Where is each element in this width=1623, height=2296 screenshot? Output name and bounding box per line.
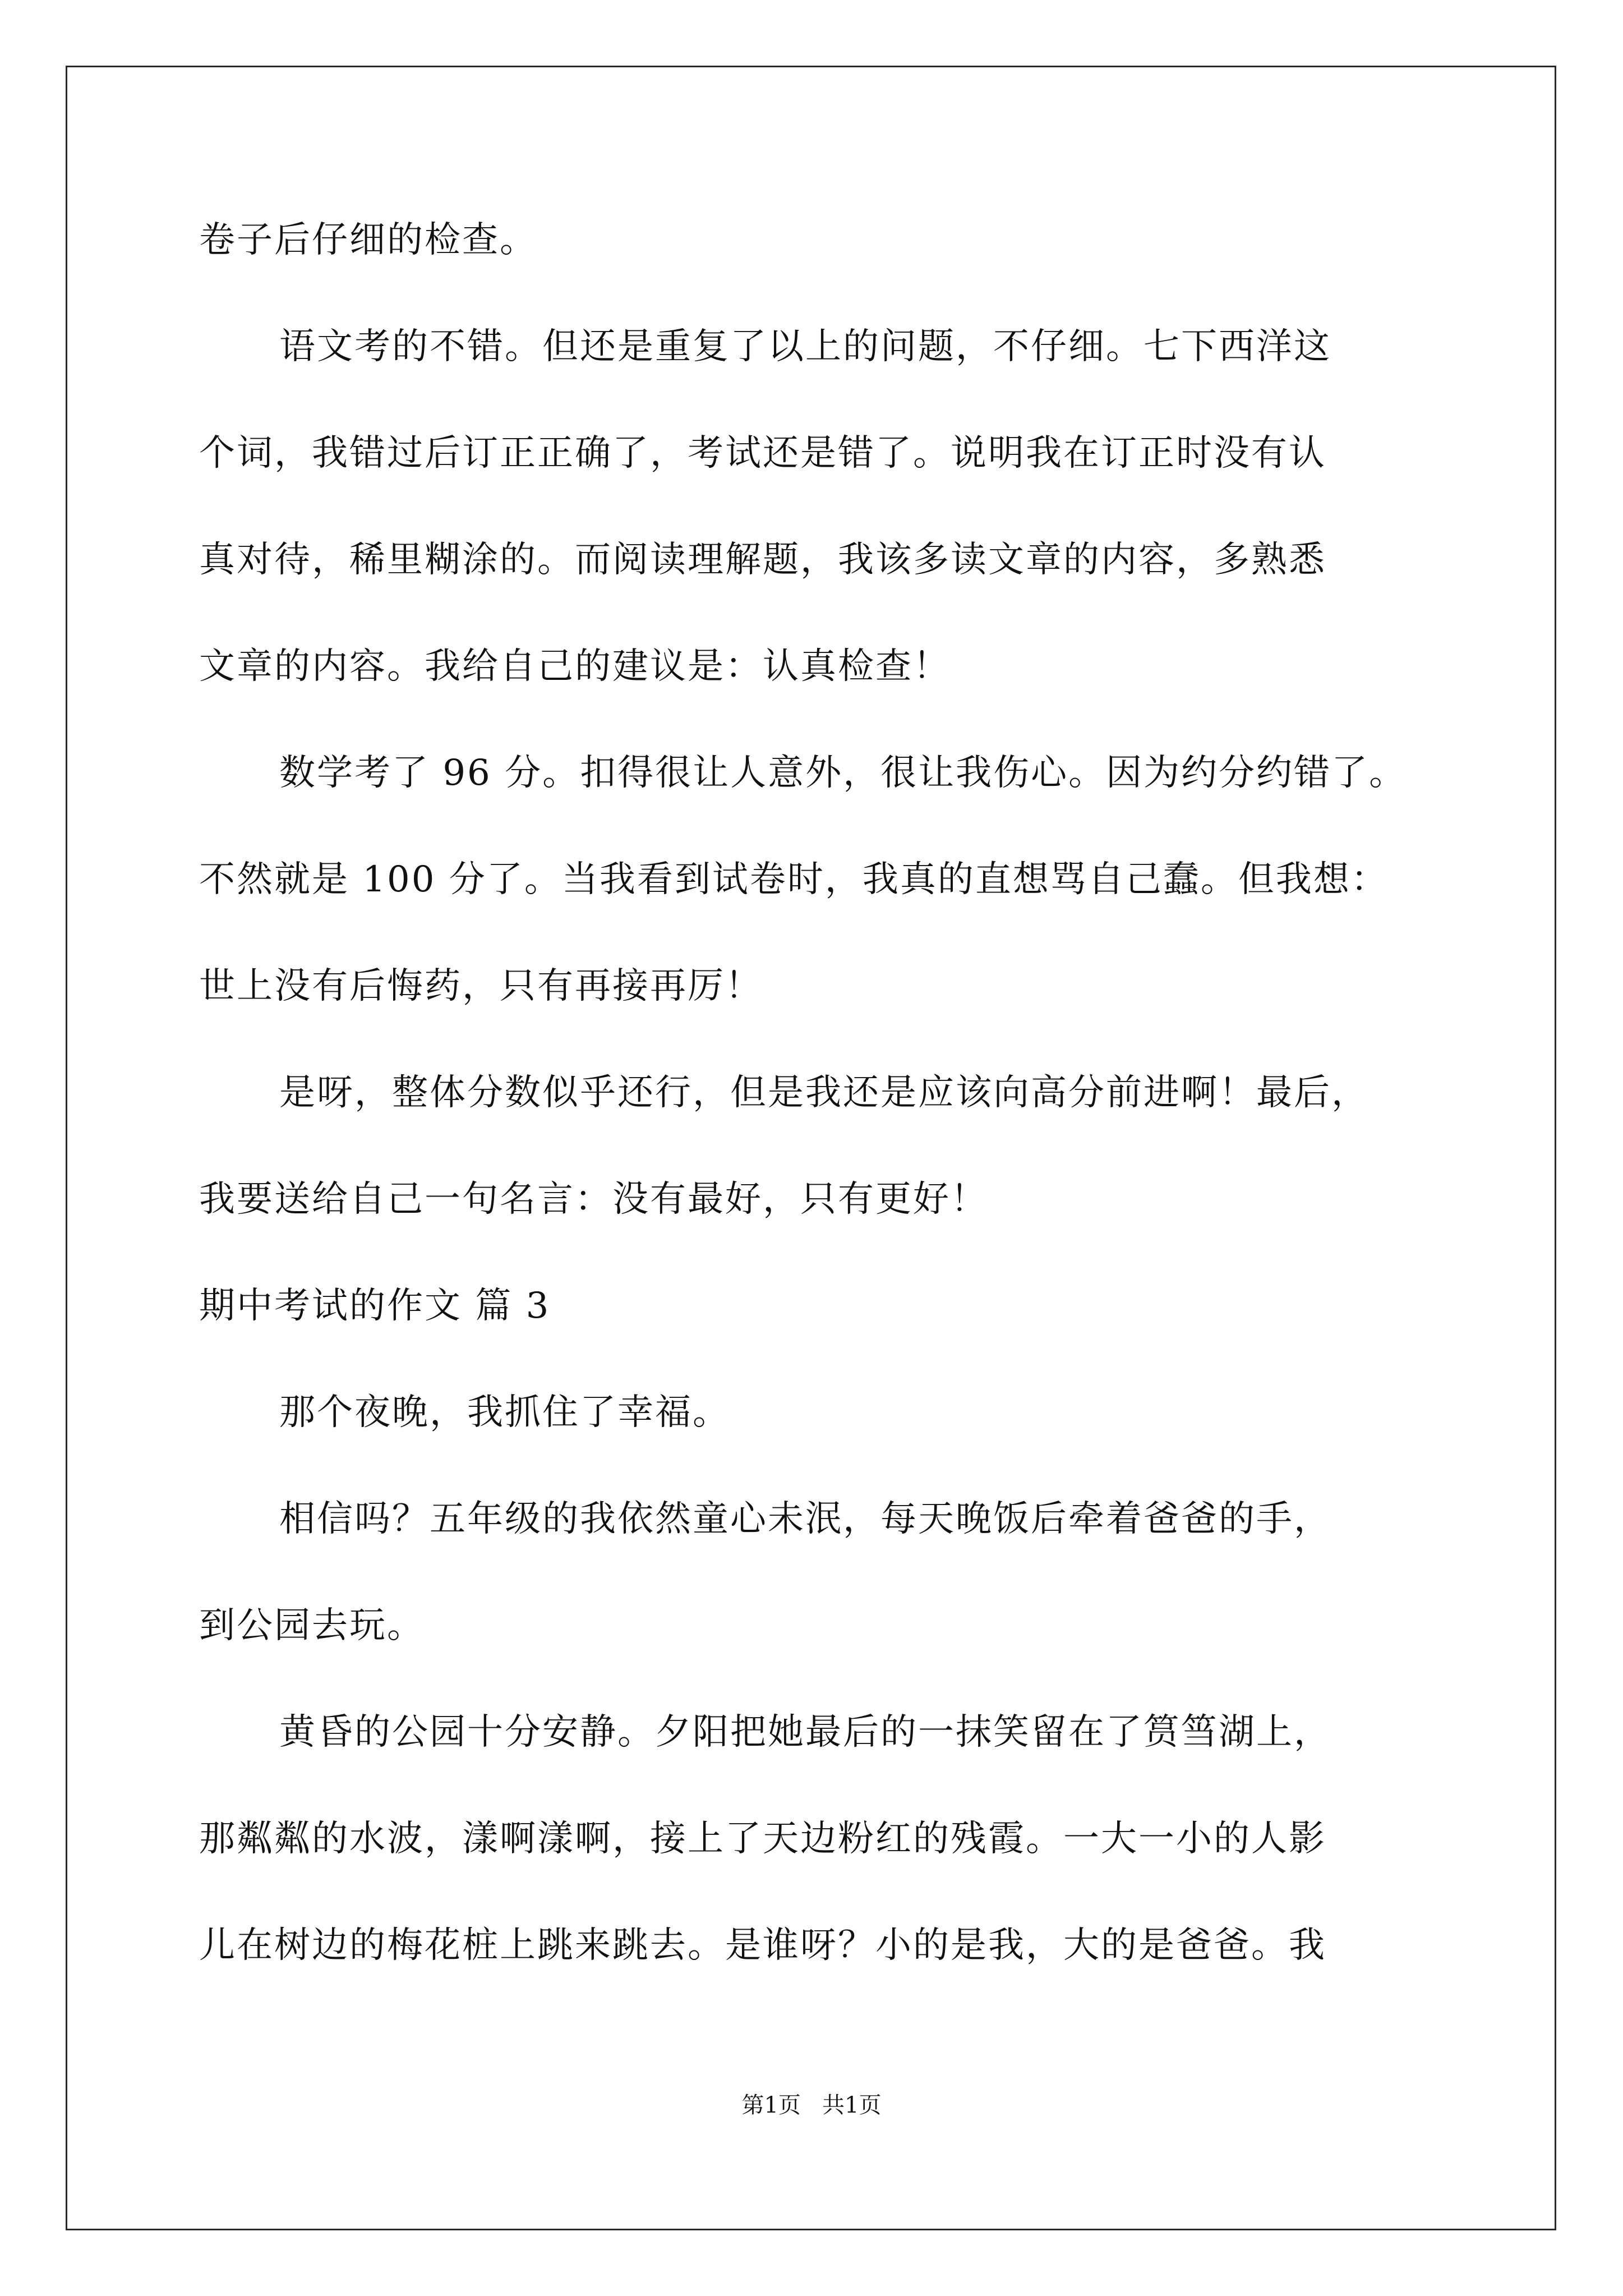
page-frame <box>66 66 1556 2230</box>
paragraph-line: 那个夜晚，我抓住了幸福。 <box>279 1392 730 1433</box>
paragraph-line: 儿在树边的梅花桩上跳来跳去。是谁呀？小的是我，大的是爸爸。我 <box>199 1925 1326 1966</box>
paragraph-line: 语文考的不错。但还是重复了以上的问题，不仔细。七下西洋这 <box>279 326 1331 367</box>
paragraph-line: 不然就是 100 分了。当我看到试卷时，我真的直想骂自己蠢。但我想： <box>199 859 1389 900</box>
paragraph-line: 是呀，整体分数似乎还行，但是我还是应该向高分前进啊！最后， <box>279 1072 1369 1114</box>
page-footer: 第1页 共1页 <box>741 2092 882 2118</box>
paragraph-line: 黄昏的公园十分安静。夕阳把她最后的一抹笑留在了筼筜湖上， <box>279 1711 1331 1753</box>
paragraph-line: 数学考了 96 分。扣得很让人意外，很让我伤心。因为约分约错了。 <box>279 752 1407 794</box>
paragraph-line: 真对待，稀里糊涂的。而阅读理解题，我该多读文章的内容，多熟悉 <box>199 539 1326 581</box>
paragraph-line: 世上没有后悔药，只有再接再厉！ <box>199 965 763 1007</box>
paragraph-line: 那粼粼的水波，漾啊漾啊，接上了天边粉红的残霞。一大一小的人影 <box>199 1818 1326 1860</box>
section-heading: 期中考试的作文 篇 3 <box>199 1285 551 1327</box>
paragraph-line: 卷子后仔细的检查。 <box>199 219 537 261</box>
paragraph-line: 个词，我错过后订正正确了，考试还是错了。说明我在订正时没有认 <box>199 432 1326 474</box>
paragraph-line: 文章的内容。我给自己的建议是：认真检查！ <box>199 646 951 687</box>
paragraph-line: 到公园去玩。 <box>199 1605 425 1646</box>
paragraph-line: 我要送给自己一句名言：没有最好，只有更好！ <box>199 1179 988 1220</box>
paragraph-line: 相信吗？五年级的我依然童心未泯，每天晚饭后牵着爸爸的手， <box>279 1498 1331 1540</box>
